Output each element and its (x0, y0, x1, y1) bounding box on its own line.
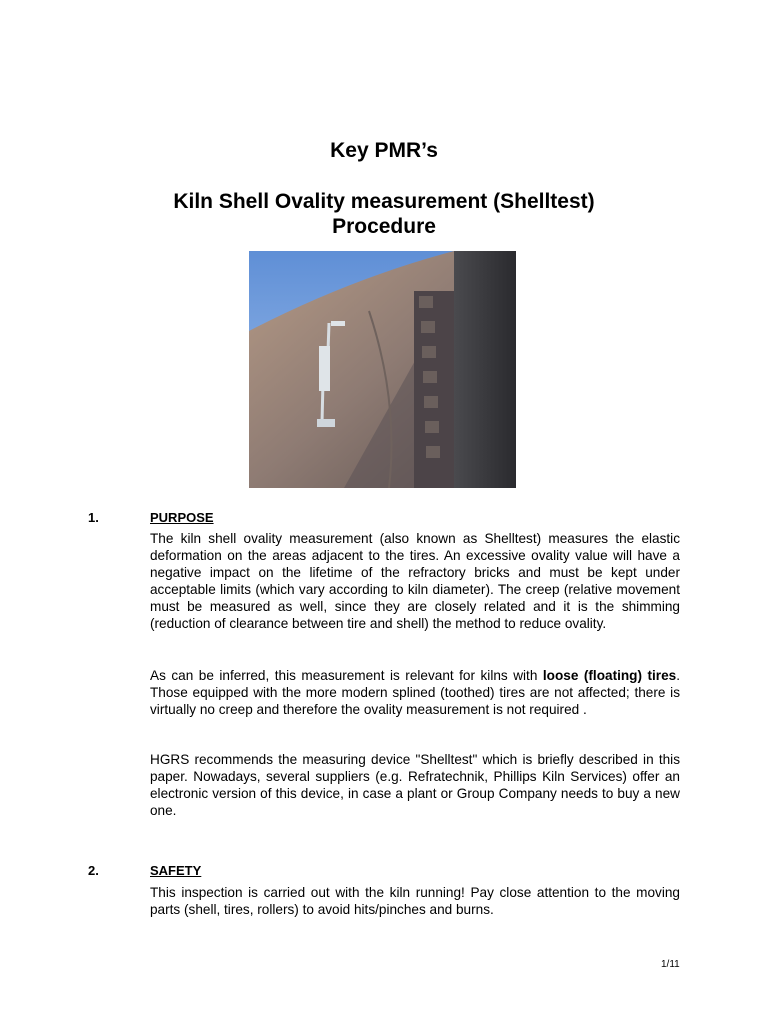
document-subtitle: Procedure (332, 215, 436, 238)
section-number: 1. (88, 510, 99, 525)
purpose-paragraph-2-bold: loose (floating) tires (542, 668, 677, 683)
section-heading-safety: SAFETY (150, 863, 202, 878)
purpose-paragraph-2-text: As can be inferred, this measurement is relevant for kilns with (150, 668, 543, 683)
kiln-shell-photo-graphic (249, 251, 516, 488)
page-title: Key PMR’s (330, 139, 438, 162)
section-heading-purpose: PURPOSE (150, 510, 214, 525)
purpose-paragraph-1: The kiln shell ovality measurement (also known as Shelltest) measures the elastic deformation on the areas adjacent to the tires. An excessive ovality value will have a negative impact on the lifetime of the refractory bricks and must be kept under acceptable limits (which vary according to kiln diameter). The creep (relative movement must be measured as well, since they are closely related and it is the shimming (reduction of clearance between tire and shell) the method to reduce ovality. (150, 531, 680, 631)
safety-paragraph: This inspection is carried out with the kiln running! Pay close attention to the moving parts (shell, tires, rollers) to avoid hits/pinches and burns. (150, 885, 680, 917)
section-number: 2. (88, 863, 99, 878)
document-title: Kiln Shell Ovality measurement (Shelltest) (173, 190, 595, 213)
page-number: 1/11 (661, 959, 680, 970)
purpose-paragraph-2 (150, 667, 680, 718)
purpose-paragraph-3: HGRS recommends the measuring device "Shelltest" which is briefly described in this paper. Nowadays, several suppliers (e.g. Refratechnik, Phillips Kiln Services) offer an electronic version of this device, in case a plant or Group Company needs to buy a new one. (150, 752, 680, 818)
purpose-paragraph-2-text-end: . Those equipped with the more modern splined (toothed) tires are not affected; there is virtually no creep and therefore the ovality measurement is not required . (150, 668, 680, 717)
kiln-shell-photo (249, 251, 516, 488)
